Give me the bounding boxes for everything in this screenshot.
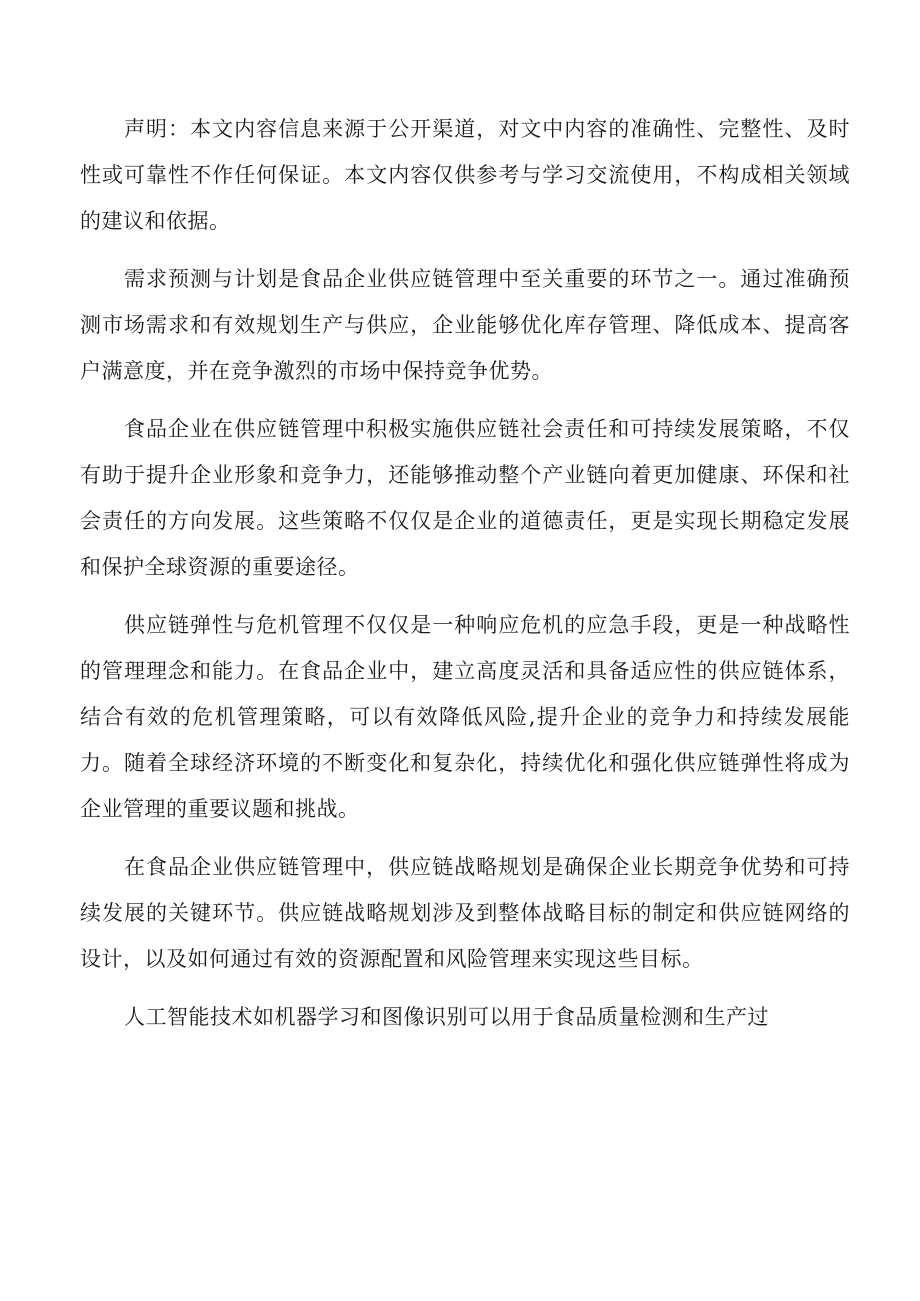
paragraph-demand-forecasting: 需求预测与计划是食品企业供应链管理中至关重要的环节之一。通过准确预测市场需求和有效规划生产与供应，企业能够优化库存管理、降低成本、提高客户满意度，并在竞争激烈的市场中保持竞争优势。 — [80, 267, 850, 383]
document-body — [80, 106, 850, 1052]
paragraph-social-responsibility: 食品企业在供应链管理中积极实施供应链社会责任和可持续发展策略，不仅有助于提升企业形象和竞争力，还能够推动整个产业链向着更加健康、环保和社会责任的方向发展。这些策略不仅仅是企业的道德责任，更是实现长期稳定发展和保护全球资源的重要途径。 — [80, 417, 850, 579]
paragraph-strategic-planning: 在食品企业供应链管理中，供应链战略规划是确保企业长期竞争优势和可持续发展的关键环节。供应链战略规划涉及到整体战略目标的制定和供应链网络的设计，以及如何通过有效的资源配置和风险管理来实现这些目标。 — [80, 855, 850, 971]
paragraph-artificial-intelligence: 人工智能技术如机器学习和图像识别可以用于食品质量检测和生产过 — [124, 1005, 769, 1029]
paragraph-supply-chain-resilience: 供应链弹性与危机管理不仅仅是一种响应危机的应急手段，更是一种战略性的管理理念和能力。在食品企业中，建立高度灵活和具备适应性的供应链体系，结合有效的危机管理策略，可以有效降低风险,提升企业的竞争力和持续发展能力。随着全球经济环境的不断变化和复杂化，持续优化和强化供应链弹性将成为企业管理的重要议题和挑战。 — [80, 613, 850, 821]
disclaimer-paragraph: 声明：本文内容信息来源于公开渠道，对文中内容的准确性、完整性、及时性或可靠性不作任何保证。本文内容仅供参考与学习交流使用，不构成相关领域的建议和依据。 — [80, 117, 850, 233]
